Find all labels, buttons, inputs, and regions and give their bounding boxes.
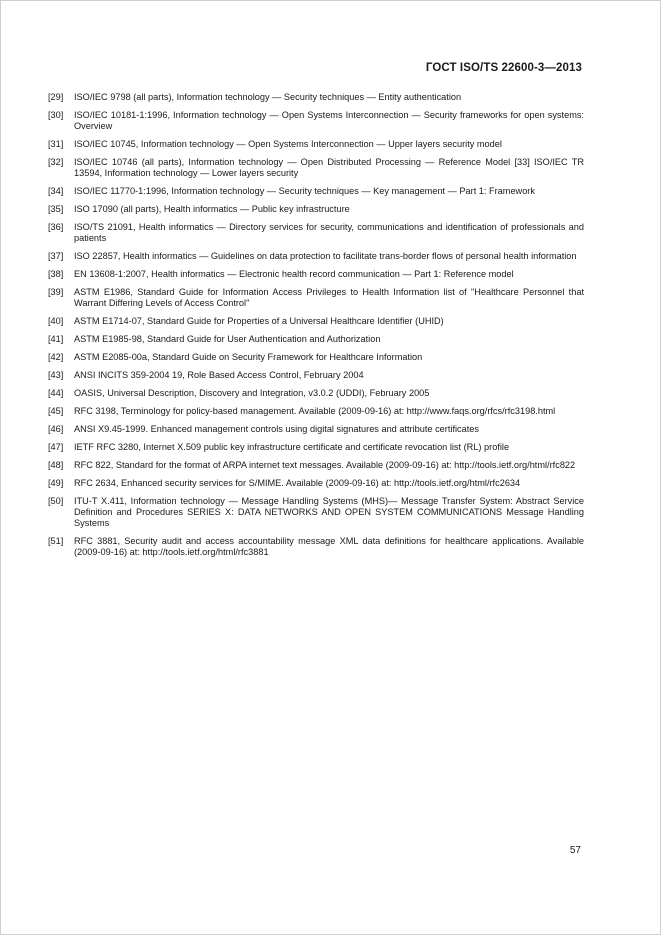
reference-item [48, 92, 584, 103]
reference-number: [30] [48, 110, 64, 120]
reference-item [48, 460, 584, 471]
reference-item [48, 222, 584, 244]
page-number: 57 [569, 845, 581, 856]
reference-text: ISO/IEC 10181-1:1996, Information technology — Open Systems Interconnection — Security frameworks for open systems: Overview [74, 110, 584, 131]
reference-text: ISO/IEC 10746 (all parts), Information technology — Open Distributed Processing — Reference Model [33] ISO/IEC TR 13594, Information technology — Lower layers security [74, 157, 584, 178]
reference-number: [40] [48, 316, 64, 326]
reference-text: ASTM E1985-98, Standard Guide for User Authentication and Authorization [74, 334, 381, 344]
reference-number: [43] [48, 370, 64, 380]
reference-item [48, 157, 584, 179]
reference-number: [38] [48, 269, 64, 279]
reference-item [48, 496, 584, 529]
reference-number: [37] [48, 251, 64, 261]
reference-item [48, 536, 584, 558]
reference-number: [35] [48, 204, 64, 214]
reference-item [48, 406, 584, 417]
reference-number: [32] [48, 157, 64, 167]
document-code-header: ГОСТ ISO/TS 22600-3—2013 [425, 62, 582, 74]
reference-number: [48] [48, 460, 64, 470]
reference-number: [42] [48, 352, 64, 362]
reference-item [48, 442, 584, 453]
reference-item [48, 251, 584, 262]
reference-number: [44] [48, 388, 64, 398]
reference-item [48, 139, 584, 150]
reference-text: IETF RFC 3280, Internet X.509 public key infrastructure certificate and certificate revocation list (RL) profile [74, 442, 510, 452]
reference-number: [31] [48, 139, 64, 149]
reference-item [48, 110, 584, 132]
reference-item [48, 316, 584, 327]
reference-text: ASTM E1714-07, Standard Guide for Properties of a Universal Healthcare Identifier (UHID) [74, 316, 444, 326]
reference-number: [41] [48, 334, 64, 344]
reference-text: EN 13608-1:2007, Health informatics — Electronic health record communication — Part 1: Reference model [74, 269, 514, 279]
reference-text: ASTM E2085-00a, Standard Guide on Security Framework for Healthcare Information [74, 352, 423, 362]
reference-number: [47] [48, 442, 64, 452]
reference-number: [34] [48, 186, 64, 196]
reference-number: [50] [48, 496, 64, 506]
reference-number: [39] [48, 287, 64, 297]
reference-number: [29] [48, 92, 64, 102]
reference-number: [49] [48, 478, 64, 488]
reference-item [48, 204, 584, 215]
reference-text: ISO/TS 21091, Health informatics — Directory services for security, communications and identification of professionals and patients [74, 222, 584, 243]
reference-item [48, 388, 584, 399]
reference-text: ISO 17090 (all parts), Health informatics — Public key infrastructure [74, 204, 350, 214]
reference-text: OASIS, Universal Description, Discovery and Integration, v3.0.2 (UDDI), February 2005 [74, 388, 430, 398]
reference-text: ITU-T X.411, Information technology — Message Handling Systems (MHS)— Message Transfer System: Abstract Service Definition and Procedures SERIES X: DATA NETWORKS AND OPEN SYSTEM COMMUNICATIONS Message Handling Systems [74, 496, 584, 528]
reference-text: RFC 822, Standard for the format of ARPA internet text messages. Available (2009-09-16) at: http://tools.ietf.org/html/rfc822 [74, 460, 576, 470]
reference-item [48, 269, 584, 280]
reference-item [48, 352, 584, 363]
reference-text: ISO/IEC 11770-1:1996, Information technology — Security techniques — Key management — Part 1: Framework [74, 186, 535, 196]
reference-number: [51] [48, 536, 64, 546]
reference-item [48, 287, 584, 309]
reference-text: RFC 3881, Security audit and access accountability message XML data definitions for healthcare applications. Available (2009-09-16) at: http://tools.ietf.org/html/rfc3881 [74, 536, 584, 557]
reference-item [48, 334, 584, 345]
reference-text: RFC 3198, Terminology for policy-based management. Available (2009-09-16) at: http://www.faqs.org/rfcs/rfc3198.html [74, 406, 556, 416]
reference-number: [46] [48, 424, 64, 434]
reference-text: ISO 22857, Health informatics — Guidelines on data protection to facilitate trans-border flows of personal health information [74, 251, 577, 261]
reference-text: ANSI INCITS 359-2004 19, Role Based Access Control, February 2004 [74, 370, 364, 380]
reference-number: [36] [48, 222, 64, 232]
reference-item [48, 478, 584, 489]
reference-number: [45] [48, 406, 64, 416]
reference-item [48, 186, 584, 197]
reference-list [48, 92, 584, 565]
reference-text: ISO/IEC 10745, Information technology — Open Systems Interconnection — Upper layers security model [74, 139, 502, 149]
reference-item [48, 370, 584, 381]
reference-item [48, 424, 584, 435]
reference-text: RFC 2634, Enhanced security services for S/MIME. Available (2009-09-16) at: http://tools.ietf.org/html/rfc2634 [74, 478, 521, 488]
reference-text: ASTM E1986, Standard Guide for Information Access Privileges to Health Information list of "Healthcare Personnel that Warrant Differing Levels of Access Control" [74, 287, 584, 308]
reference-text: ANSI X9.45-1999. Enhanced management controls using digital signatures and attribute certificates [74, 424, 479, 434]
reference-text: ISO/IEC 9798 (all parts), Information technology — Security techniques — Entity authentication [74, 92, 462, 102]
